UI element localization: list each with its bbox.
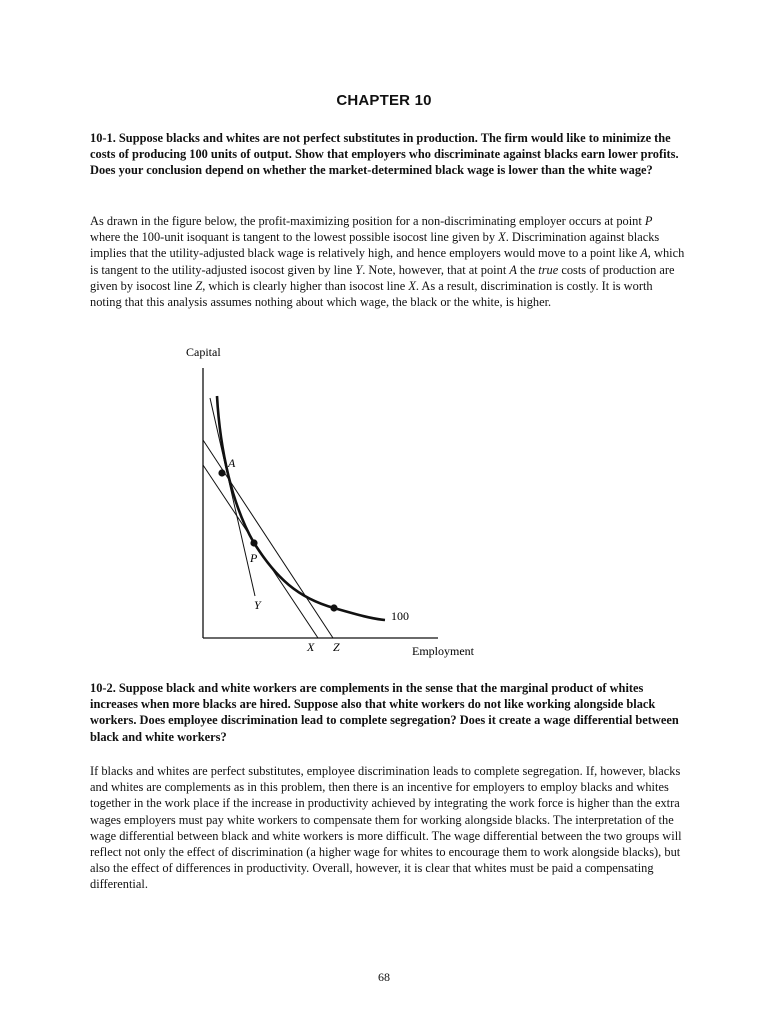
page-number: 68 — [378, 970, 390, 984]
y-axis-label: Capital — [186, 345, 221, 359]
point-p-marker — [250, 539, 257, 546]
answer-text: . As a result, discrimination is costly. It is worth noting that this analysis assumes nothing about which wage, the black or the white, is higher. — [90, 278, 653, 310]
question-10-1: 10-1. Suppose blacks and whites are not perfect substitutes in production. The firm would like to minimize the costs of producing 100 units of output. Show that employers who discriminate against blacks earn lower profits. Does your conclusion depend on whether the market-determined black wage is lower than the white wage? — [90, 131, 679, 178]
answer-term: P — [644, 214, 653, 228]
answer-text: , which is tangent to the utility-adjusted isocost given by line — [90, 246, 685, 277]
x-axis-label: Employment — [412, 644, 474, 658]
answer-text: the — [516, 262, 539, 277]
answer-term: X — [408, 278, 416, 293]
answer-text: costs of production are given by isocost line — [90, 262, 675, 293]
line-x-label: X — [307, 640, 315, 654]
answer-term: A — [640, 246, 648, 261]
question-10-2: 10-2. Suppose black and white workers are complements in the sense that the marginal product of whites increases when more blacks are hired. Suppose also that white workers do not like working alongside black workers. Does employee discrimination lead to complete segregation? Does it create a wage differential between black and white workers? — [90, 681, 679, 744]
point-a-marker — [218, 469, 225, 476]
answer-text: . Note, however, that at point — [362, 262, 510, 277]
isoquant-curve — [217, 396, 385, 620]
isoquant-label: 100 — [391, 609, 409, 623]
answer-text: where the 100-unit isoquant is tangent to the lowest possible isocost line given by — [90, 230, 499, 245]
answer-term: Y — [355, 262, 363, 277]
point-a-label: A — [228, 456, 236, 470]
answer-text: . Discrimination against blacks implies that the utility-adjusted black wage is relatively high, and hence employers would move to a point like — [90, 230, 660, 261]
isocost-line-y — [210, 398, 255, 596]
line-y-label: Y — [254, 598, 261, 612]
answer-10-1 — [90, 213, 685, 310]
answer-term: X — [498, 230, 506, 245]
answer-text: , which is clearly higher than isocost line — [202, 278, 409, 293]
point-p-label: P — [250, 551, 258, 565]
point-z-tangency-marker — [330, 604, 337, 611]
answer-term: Z — [195, 278, 203, 293]
isoquant-figure — [180, 340, 500, 665]
line-z-label: Z — [333, 640, 340, 654]
answer-10-2: If blacks and whites are perfect substitutes, employee discrimination leads to complete segregation. If, however, blacks and whites are complements as in this problem, then there is an incentive for employers to employ blacks and whites together in the work place if the increase in productivity achieved by integrating the work force is higher than the extra wages employers must pay white workers to compensate them for working alongside blacks. The interpretation of the wage differential between black and white workers is more difficult. The wage differential between the two groups will reflect not only the effect of discrimination (a higher wage for whites to encourage them to work alongside blacks), but also the effect of differences in productivity. Overall, however, it is clear that whites must be paid a compensating differential. — [90, 764, 682, 892]
chapter-title: CHAPTER 10 — [336, 92, 432, 109]
answer-term: true — [538, 262, 559, 277]
answer-term: A — [509, 262, 517, 277]
answer-text: As drawn in the figure below, the profit-maximizing position for a non-discriminating employer occurs at point — [90, 214, 645, 228]
